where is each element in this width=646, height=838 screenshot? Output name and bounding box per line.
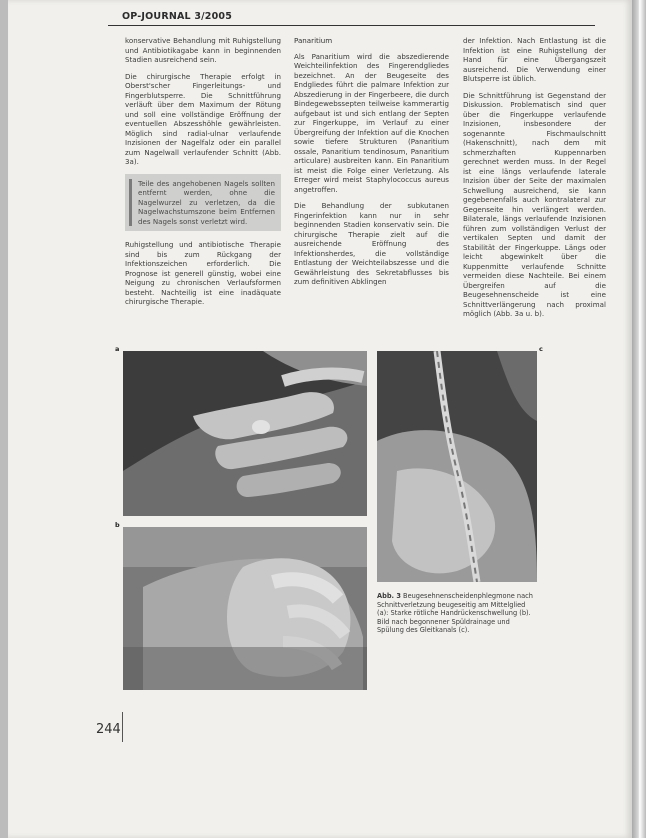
text-column-3	[463, 36, 606, 326]
text-column-2	[294, 36, 449, 294]
paragraph: der Infektion. Nach Entlastung ist die Infektion ist eine Ruhigstellung der Hand für eine Übergangszeit ausreichend. Die Verwendung einer Blutsperre ist üblich.	[463, 36, 606, 83]
caption-title: Abb. 3	[377, 592, 401, 600]
page-edge	[632, 0, 646, 838]
paragraph: Ruhigstellung und antibiotische Therapie sind bis zum Rückgang der Infektionszeichen erforderlich. Die Prognose ist generell günstig, wobei eine Neigung zu chronischen Verlaufsformen besteht. Nachteilig ist eine inadäquate chirurgische Therapie.	[125, 240, 281, 306]
figure-label-b: b	[115, 521, 120, 529]
footer-rule	[122, 712, 123, 742]
figure-caption	[377, 592, 537, 635]
section-heading: Panaritium	[294, 36, 333, 45]
figure-label-c: c	[539, 345, 543, 353]
clinical-photo-b	[123, 527, 367, 690]
paragraph: konservative Behandlung mit Ruhigstellung und Antibiotikagabe kann in beginnenden Stadien ausreichend sein.	[125, 36, 281, 64]
figure-label-a: a	[115, 345, 120, 353]
journal-name: OP-JOURNAL 3/2005	[122, 11, 233, 22]
magazine-page	[8, 0, 632, 838]
page-number: 244	[96, 722, 121, 737]
paragraph: Die chirurgische Therapie erfolgt in Oberst'scher Fingerleitungs- und Fingerblutsperre. Die Schnittführung verläuft über dem Maximum der Rötung und soll eine vollständige Eröffnung der eventuellen Abszesshöhle gewährleisten. Möglich sind radial-ulnar verlaufende Inzisionen der Nagelfalz oder ein parallel zum Nagelwall verlaufender Schnitt (Abb. 3a).	[125, 71, 281, 166]
clinical-photo-c	[377, 351, 537, 582]
highlight-box-text: Teile des angehobenen Nagels sollten entfernt werden, ohne die Nagelwurzel zu verletzen, da die Nagelwachstumszone beim Entfernen des Nagels sonst verletzt wird.	[138, 178, 275, 226]
caption-text: Beugesehnenscheidenphlegmone nach Schnittverletzung beugeseitig am Mittelglied (a): Starke rötliche Handrückenschwellung (b). Bild nach begonnener Spüldrainage und Spülung des Gleitkanals (c).	[377, 592, 533, 635]
running-header	[108, 11, 595, 26]
paragraph: Als Panaritium wird die abszedierende Weichteilinfektion des Fingerendgliedes bezeichnet. An der Beugeseite des Endgliedes führt die palmare Infektion zur Abszedierung in der Fingerbeere, die durch Bindegewebssepten teilweise kammerartig aufgebaut ist und sich entlang der Septen zur Fingerkuppe, im Verlauf zu einer Übergreifung der Infektion auf die Knochen sowie tiefere Strukturen (Panaritium ossale, Panaritium tendinosum, Panaritium articulare) ausbreiten kann. Ein Panaritium ist meist die Folge einer Verletzung. Als Erreger wird meist Staphylococcus aureus angetroffen.	[294, 51, 449, 194]
paragraph: Die Behandlung der subkutanen Fingerinfektion kann nur in sehr beginnenden Stadien konservativ sein. Die chirurgische Therapie zielt auf die ausreichende Eröffnung des Infektionsherdes, die vollständige Entlastung der Weichteilabszesse und die Gewährleistung des Sekretabflusses bis zum definitiven Abklingen	[294, 201, 449, 286]
highlight-box	[125, 174, 281, 232]
clinical-photo-a	[123, 351, 367, 516]
text-column-1	[125, 36, 281, 314]
paragraph: Die Schnittführung ist Gegenstand der Diskussion. Problematisch sind quer über die Fingerkuppe verlaufende Inzisionen, insbesondere der sogenannte Fischmaulschnitt (Hakenschnitt), nach dem mit schmerzhaften Kuppennarben gerechnet werden muss. In der Regel ist eine längs verlaufende laterale Inzision über der Seite der maximalen Schwellung ausreichend, sie kann gegebenenfalls auch kontralateral zur Gegenseite hin verlängert werden. Bilaterale, längs verlaufende Inzisionen führen zum vollständigen Verlust der vertikalen Septen und damit der Stabilität der Fingerkuppe. Längs oder leicht abgewinkelt über die Kuppenmitte verlaufende Schnitte vermeiden diese Nachteile. Bei einem Übergreifen auf die Beugesehnenscheide ist eine Schnittverlängerung nach proximal möglich (Abb. 3a u. b).	[463, 90, 606, 318]
